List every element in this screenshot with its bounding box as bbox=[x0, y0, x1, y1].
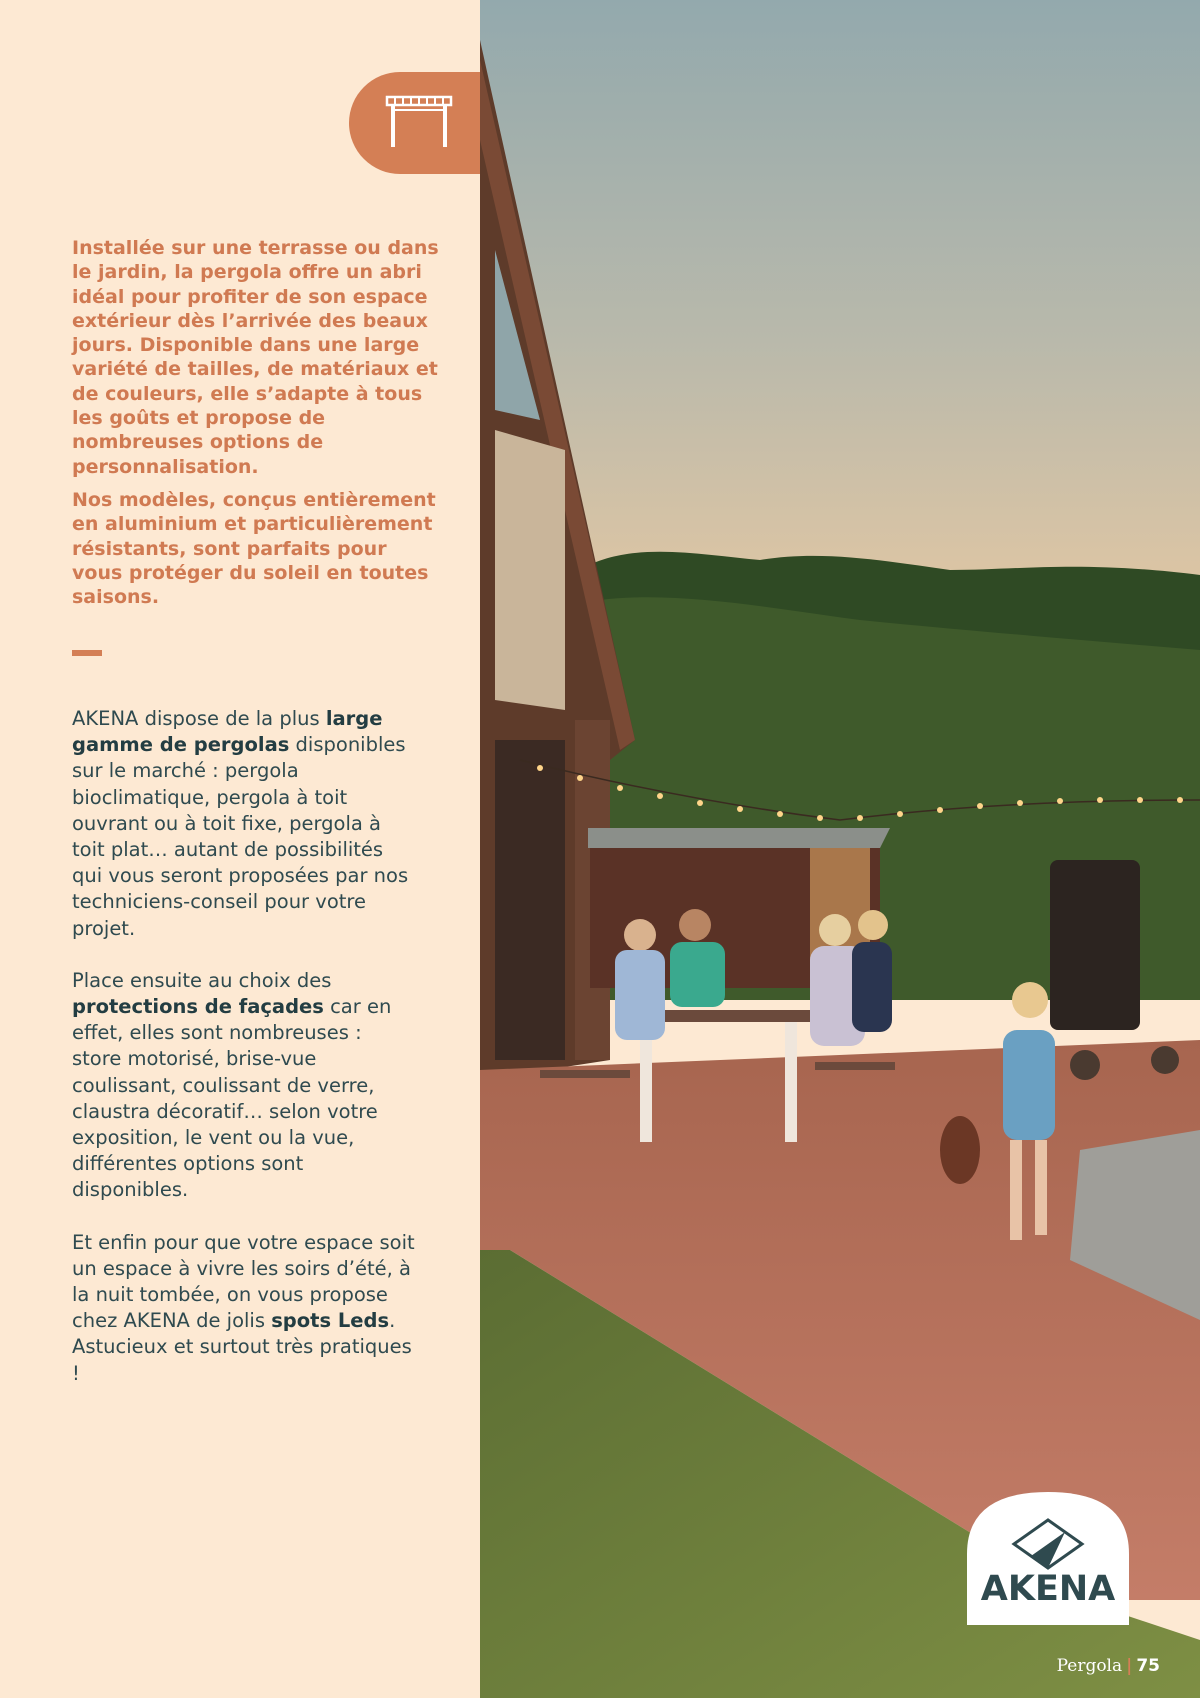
text-column bbox=[0, 0, 480, 1698]
intro-paragraph-1: Installée sur une terrasse ou dans le jardin, la pergola offre un abri idéal pour profiter de son espace extérieur dès l’arrivée des beaux jours. Disponible dans une large variété de tailles, de matériaux et de couleurs, elle s’adapte à tous les goûts et propose de nombreuses options de personnalisation. bbox=[72, 237, 439, 478]
akena-logo bbox=[967, 1492, 1129, 1625]
terrace-photo bbox=[480, 0, 1200, 1698]
footer-section: Pergola bbox=[1056, 1656, 1123, 1676]
page-footer bbox=[1057, 1656, 1160, 1676]
body-text bbox=[72, 706, 417, 1413]
intro-paragraph-2: Nos modèles, conçus entièrement en aluminium et particulièrement résistants, sont parfaits pour vous protéger du soleil en toutes saisons. bbox=[72, 488, 436, 609]
body-paragraph-3: Et enfin pour que votre espace soit un espace à vivre les soirs d’été, à la nuit tombée, on vous propose chez AKENA de jolis spots Leds. Astucieux et surtout très pratiques ! bbox=[72, 1230, 415, 1385]
footer-separator: | bbox=[1126, 1656, 1133, 1676]
terrace-scene bbox=[480, 0, 1200, 1698]
intro-text bbox=[72, 236, 442, 618]
pergola-icon bbox=[385, 94, 453, 150]
section-icon-tab bbox=[349, 72, 480, 174]
page-number: 75 bbox=[1136, 1656, 1160, 1676]
body-paragraph-1: AKENA dispose de la plus large gamme de pergolas disponibles sur le marché : pergola bioclimatique, pergola à toit ouvrant ou à toit fixe, pergola à toit plat… autant de possibilités qui vous seront proposées par nos techniciens-conseil pour votre projet. bbox=[72, 707, 409, 940]
body-paragraph-2: Place ensuite au choix des protections de façades car en effet, elles sont nombreuses : store motorisé, brise-vue coulissant, coulissant de verre, claustra décoratif… selon votre exposition, le vent ou la vue, différentes options sont disponibles. bbox=[72, 968, 392, 1202]
divider-dash bbox=[72, 650, 102, 656]
logo-text: AKENA bbox=[980, 1569, 1116, 1609]
